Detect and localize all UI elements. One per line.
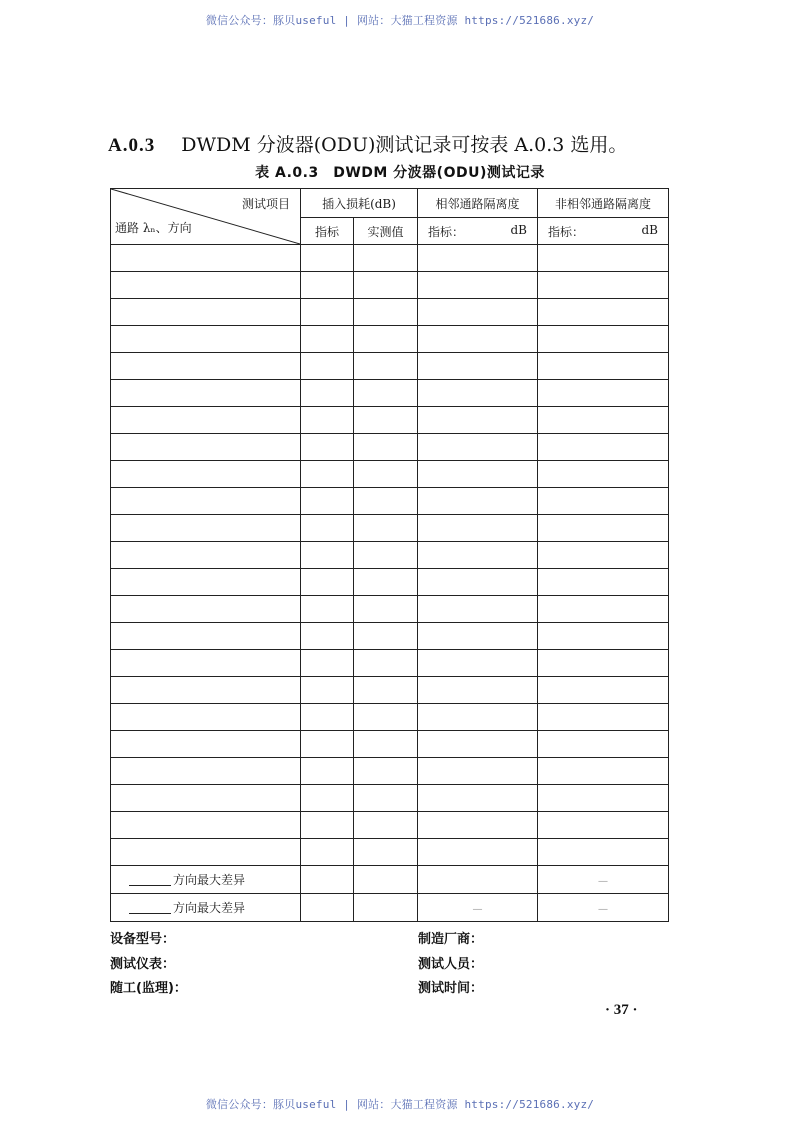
table-cell	[418, 596, 538, 623]
table-cell	[354, 704, 418, 731]
table-cell	[418, 407, 538, 434]
table-cell	[354, 812, 418, 839]
table-cell	[301, 569, 354, 596]
table-cell	[301, 839, 354, 866]
table-cell	[354, 407, 418, 434]
table-cell	[538, 326, 669, 353]
table-cell	[538, 434, 669, 461]
dwdm-odu-test-record-table	[110, 188, 669, 922]
summary-cell	[354, 894, 418, 922]
adjacent-spec-label: 指标：	[428, 224, 465, 239]
table-cell	[301, 758, 354, 785]
table-row	[111, 785, 669, 812]
summary-label: 方向最大差异	[173, 901, 246, 915]
summary-non-adjacent-cell	[538, 866, 669, 894]
table-cell	[354, 461, 418, 488]
table-cell	[538, 596, 669, 623]
table-row	[111, 569, 669, 596]
table-cell	[111, 677, 301, 704]
corner-channel-direction-label: 通路 λₙ、方向	[115, 221, 192, 235]
table-cell	[418, 839, 538, 866]
table-cell	[418, 650, 538, 677]
table-cell	[301, 245, 354, 272]
table-cell	[538, 515, 669, 542]
table-cell	[301, 785, 354, 812]
table-cell	[354, 542, 418, 569]
direction-blank	[129, 913, 171, 914]
table-cell	[538, 569, 669, 596]
table-row	[111, 488, 669, 515]
table-row	[111, 650, 669, 677]
test-time-label: 测试时间：	[418, 981, 484, 996]
table-cell	[301, 407, 354, 434]
table-row	[111, 326, 669, 353]
table-cell	[354, 434, 418, 461]
table-cell	[301, 461, 354, 488]
section-heading	[108, 130, 627, 157]
non-adjacent-spec-unit: dB	[641, 222, 658, 237]
table-cell	[538, 731, 669, 758]
table-cell	[111, 758, 301, 785]
watermark-top: 微信公众号：豚贝useful | 网站：大猫工程资源 https://521686.xyz/	[205, 14, 595, 27]
table-cell	[301, 677, 354, 704]
table-cell	[354, 515, 418, 542]
table-header-row-1	[111, 189, 669, 218]
summary-label-cell	[111, 894, 301, 922]
table-cell	[538, 704, 669, 731]
table-cell	[418, 272, 538, 299]
table-cell	[418, 677, 538, 704]
table-row	[111, 272, 669, 299]
table-cell	[301, 299, 354, 326]
table-cell	[418, 488, 538, 515]
table-cell	[538, 272, 669, 299]
table-cell	[354, 731, 418, 758]
table-cell	[354, 245, 418, 272]
table-row	[111, 812, 669, 839]
table-cell	[418, 326, 538, 353]
table-row	[111, 596, 669, 623]
table-row	[111, 434, 669, 461]
table-cell	[301, 272, 354, 299]
table-cell	[418, 623, 538, 650]
table-row	[111, 461, 669, 488]
direction-blank	[129, 885, 171, 886]
summary-cell	[354, 866, 418, 894]
summary-cell	[301, 894, 354, 922]
table-cell	[354, 326, 418, 353]
header-insertion-loss: 插入损耗(dB)	[301, 189, 418, 218]
table-row	[111, 299, 669, 326]
table-cell	[354, 299, 418, 326]
subheader-spec: 指标	[301, 218, 354, 245]
table-cell	[354, 380, 418, 407]
summary-adjacent-value: —	[472, 903, 483, 915]
table-cell	[111, 380, 301, 407]
table-cell	[111, 488, 301, 515]
summary-row	[111, 894, 669, 922]
adjacent-spec-unit: dB	[510, 222, 527, 237]
table-cell	[538, 488, 669, 515]
subheader-adjacent-spec	[418, 218, 538, 245]
table-cell	[111, 245, 301, 272]
equipment-model-label: 设备型号：	[110, 932, 176, 947]
watermark-bottom: 微信公众号：豚贝useful | 网站：大猫工程资源 https://521686.xyz/	[205, 1098, 595, 1111]
table-row	[111, 245, 669, 272]
table-cell	[301, 326, 354, 353]
table-cell	[301, 488, 354, 515]
table-cell	[418, 380, 538, 407]
table-cell	[301, 542, 354, 569]
table-cell	[111, 272, 301, 299]
table-row	[111, 542, 669, 569]
table-cell	[354, 353, 418, 380]
table-row	[111, 380, 669, 407]
summary-non-adjacent-value: —	[598, 903, 608, 915]
corner-test-item-label: 测试项目	[241, 197, 290, 211]
table-cell	[111, 839, 301, 866]
table-cell	[538, 839, 669, 866]
section-text: DWDM 分波器(ODU)测试记录可按表 A.0.3 选用。	[181, 134, 628, 156]
table-cell	[418, 812, 538, 839]
summary-adjacent-cell	[418, 866, 538, 894]
table-cell	[301, 704, 354, 731]
table-cell	[418, 353, 538, 380]
table-cell	[418, 461, 538, 488]
table-cell	[301, 812, 354, 839]
table-cell	[538, 380, 669, 407]
header-non-adjacent-isolation: 非相邻通路隔离度	[538, 189, 669, 218]
tester-label: 测试人员：	[418, 957, 484, 972]
table-cell	[418, 569, 538, 596]
table-cell	[111, 596, 301, 623]
table-row	[111, 407, 669, 434]
table-cell	[538, 299, 669, 326]
table-cell	[111, 515, 301, 542]
table-cell	[354, 623, 418, 650]
table-cell	[354, 596, 418, 623]
table-cell	[301, 650, 354, 677]
table-cell	[111, 407, 301, 434]
table-row	[111, 758, 669, 785]
subheader-non-adjacent-spec	[538, 218, 669, 245]
table-cell	[111, 326, 301, 353]
table-cell	[354, 839, 418, 866]
table-cell	[301, 434, 354, 461]
table-cell	[111, 299, 301, 326]
table-cell	[111, 461, 301, 488]
summary-non-adjacent-value: —	[598, 875, 608, 887]
summary-label: 方向最大差异	[173, 873, 246, 887]
table-cell	[354, 785, 418, 812]
manufacturer-label: 制造厂商：	[418, 932, 484, 947]
table-cell	[418, 758, 538, 785]
summary-adjacent-cell	[418, 894, 538, 922]
table-cell	[354, 758, 418, 785]
table-cell	[301, 515, 354, 542]
table-row	[111, 704, 669, 731]
table-cell	[418, 434, 538, 461]
table-cell	[354, 569, 418, 596]
table-cell	[538, 623, 669, 650]
header-adjacent-isolation: 相邻通路隔离度	[418, 189, 538, 218]
table-cell	[301, 623, 354, 650]
summary-cell	[301, 866, 354, 894]
summary-row	[111, 866, 669, 894]
non-adjacent-spec-label: 指标：	[548, 224, 585, 239]
table-cell	[111, 542, 301, 569]
table-cell	[111, 650, 301, 677]
table-cell	[354, 650, 418, 677]
table-cell	[538, 542, 669, 569]
header-corner-cell	[111, 189, 301, 245]
table-cell	[111, 434, 301, 461]
subheader-measured: 实测值	[354, 218, 418, 245]
table-cell	[418, 542, 538, 569]
test-instrument-label: 测试仪表：	[110, 957, 176, 972]
table-cell	[418, 299, 538, 326]
table-row	[111, 677, 669, 704]
table-cell	[538, 785, 669, 812]
table-cell	[418, 245, 538, 272]
table-cell	[111, 785, 301, 812]
table-cell	[538, 245, 669, 272]
table-row	[111, 731, 669, 758]
table-cell	[538, 353, 669, 380]
table-cell	[418, 704, 538, 731]
table-cell	[418, 515, 538, 542]
supervision-label: 随工(监理)：	[110, 981, 187, 996]
table-cell	[354, 488, 418, 515]
table-cell	[301, 731, 354, 758]
table-cell	[538, 650, 669, 677]
table-cell	[111, 623, 301, 650]
table-cell	[111, 569, 301, 596]
table-cell	[418, 731, 538, 758]
table-cell	[418, 785, 538, 812]
table-cell	[538, 758, 669, 785]
table-cell	[301, 353, 354, 380]
summary-label-cell	[111, 866, 301, 894]
table-cell	[538, 461, 669, 488]
table-cell	[538, 812, 669, 839]
table-cell	[111, 731, 301, 758]
table-cell	[354, 272, 418, 299]
table-cell	[538, 677, 669, 704]
table-row	[111, 623, 669, 650]
table-row	[111, 515, 669, 542]
page-number: · 37 ·	[605, 1002, 638, 1018]
table-cell	[111, 704, 301, 731]
table-row	[111, 839, 669, 866]
table-cell	[301, 596, 354, 623]
table-cell	[111, 812, 301, 839]
table-cell	[538, 407, 669, 434]
table-row	[111, 353, 669, 380]
table-title: 表 A.0.3 DWDM 分波器(ODU)测试记录	[255, 165, 545, 181]
table-cell	[354, 677, 418, 704]
section-number: A.0.3	[108, 135, 156, 156]
summary-non-adjacent-cell	[538, 894, 669, 922]
table-cell	[301, 380, 354, 407]
table-cell	[111, 353, 301, 380]
